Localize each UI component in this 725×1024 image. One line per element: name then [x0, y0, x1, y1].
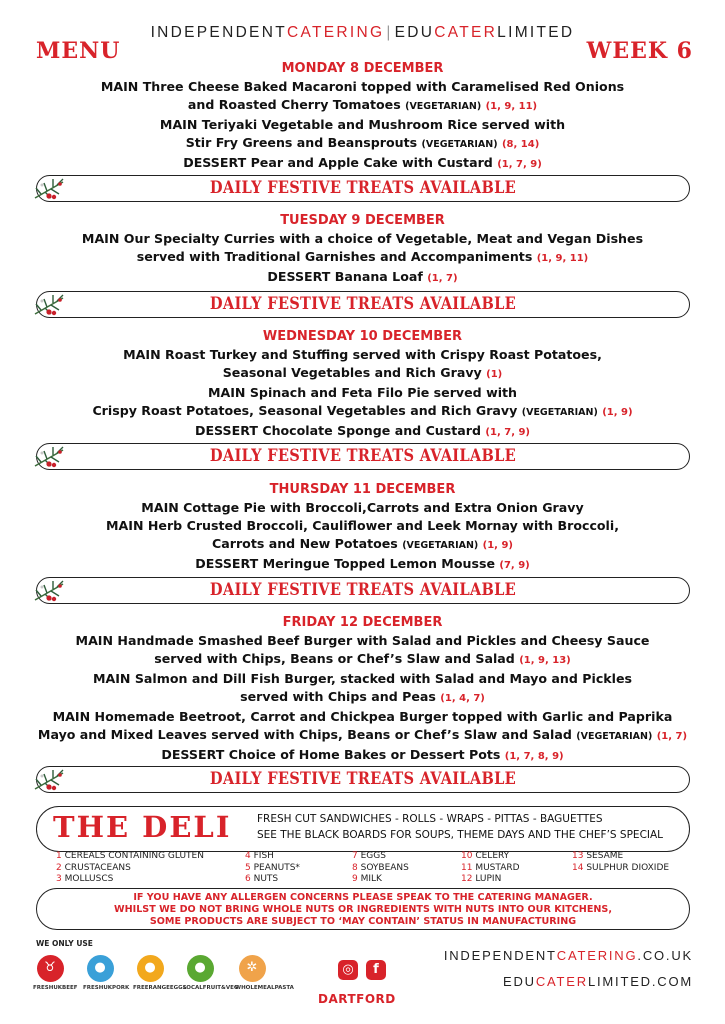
menu-line: MAIN Handmade Smashed Beef Burger with Salad and Pickles and Cheesy Sauce	[75, 633, 650, 648]
menu-line: MAIN Spinach and Feta Filo Pie served with	[207, 385, 518, 400]
allergen-item: 3 MOLLUSCS	[56, 874, 114, 884]
badge-local-fruit-veg: ● LOCALFRUIT&VEG	[183, 955, 217, 991]
allergen-item: 6 NUTS	[245, 874, 279, 884]
notice-line: IF YOU HAVE ANY ALLERGEN CONCERNS PLEASE SPEAK TO THE CATERING MANAGER.	[133, 892, 593, 903]
menu-line: Crispy Roast Potatoes, Seasonal Vegetables and Rich Gravy (VEGETARIAN) (1, 9)	[92, 403, 633, 418]
menu-line: Carrots and New Potatoes (VEGETARIAN) (1, 9)	[212, 536, 513, 551]
festive-treats-banner	[36, 175, 690, 202]
holly-sprig-icon	[33, 440, 73, 474]
instagram-icon[interactable]: ◎	[338, 960, 358, 980]
festive-treats-banner	[36, 577, 690, 604]
allergen-column	[245, 851, 300, 886]
allergen-column	[461, 851, 520, 886]
allergen-column	[572, 851, 669, 874]
badge-fresh-uk-pork: ● FRESHUKPORK	[83, 955, 117, 991]
day-title: THURSDAY 11 DECEMBER	[269, 482, 456, 497]
day-title: TUESDAY 9 DECEMBER	[280, 213, 445, 228]
website-link-educater[interactable]: EDUCATERLIMITED.COM	[503, 974, 693, 989]
week-label: WEEK 6	[586, 38, 693, 64]
hen-icon: ●	[137, 955, 164, 982]
brand-separator: |	[386, 24, 393, 41]
holly-sprig-icon	[33, 288, 73, 322]
allergen-item: 10 CELERY	[461, 851, 510, 861]
allergen-item: 9 MILK	[352, 874, 382, 884]
badge-fresh-uk-beef: ♉ FRESHUKBEEF	[33, 955, 67, 991]
allergen-item: 13 SESAME	[572, 851, 624, 861]
badge-free-range-eggs: ● FREERANGEEGGS	[133, 955, 167, 991]
day-monday	[0, 60, 725, 174]
allergen-column	[56, 851, 204, 886]
menu-line: MAIN Homemade Beetroot, Carrot and Chickpea Burger topped with Garlic and Paprika	[52, 709, 673, 724]
deli-line: FRESH CUT SANDWICHES - ROLLS - WRAPS - PITTAS - BAGUETTES	[257, 813, 603, 825]
allergen-item: 14 SULPHUR DIOXIDE	[572, 862, 670, 873]
festive-treats-text: DAILY FESTIVE TREATS AVAILABLE	[209, 580, 517, 600]
menu-label: MENU	[36, 38, 121, 64]
day-title: WEDNESDAY 10 DECEMBER	[262, 329, 463, 344]
we-only-use-label: WE ONLY USE	[36, 939, 93, 948]
allergen-item: 12 LUPIN	[461, 874, 502, 884]
menu-line: MAIN Salmon and Dill Fish Burger, stacked with Salad and Mayo and Pickles	[92, 671, 633, 686]
allergen-item: 7 EGGS	[352, 851, 386, 861]
notice-line: WHILST WE DO NOT BRING WHOLE NUTS OR INGREDIENTS WITH NUTS INTO OUR KITCHENS,	[114, 904, 612, 915]
allergen-column	[352, 851, 409, 886]
menu-line: and Roasted Cherry Tomatoes (VEGETARIAN) (1, 9, 11)	[187, 97, 538, 112]
menu-line: DESSERT Choice of Home Bakes or Dessert Pots (1, 7, 8, 9)	[161, 747, 564, 762]
deli-panel	[36, 806, 690, 852]
badge-wholemeal-pasta: ✲ WHOLEMEALPASTA	[235, 955, 269, 991]
day-thursday	[0, 481, 725, 575]
day-tuesday	[0, 212, 725, 288]
menu-line: MAIN Our Specialty Curries with a choice of Vegetable, Meat and Vegan Dishes	[81, 231, 644, 246]
holly-sprig-icon	[33, 763, 73, 797]
menu-line: DESSERT Banana Loaf (1, 7)	[267, 269, 458, 284]
allergen-item: 5 PEANUTS*	[245, 862, 300, 873]
menu-line: MAIN Roast Turkey and Stuffing served with Crispy Roast Potatoes,	[123, 347, 602, 362]
menu-line: MAIN Cottage Pie with Broccoli,Carrots and Extra Onion Gravy	[141, 500, 584, 515]
facebook-icon[interactable]: f	[366, 960, 386, 980]
festive-treats-banner	[36, 766, 690, 793]
brand-limited: LIMITED	[497, 24, 575, 41]
allergen-item: 4 FISH	[245, 851, 274, 861]
menu-line: DESSERT Chocolate Sponge and Custard (1, 7, 9)	[194, 423, 530, 438]
allergen-notice	[36, 888, 690, 930]
allergen-item: 2 CRUSTACEANS	[56, 862, 131, 873]
menu-line: Stir Fry Greens and Beansprouts (VEGETARIAN) (8, 14)	[185, 135, 540, 150]
deli-title: THE DELI	[53, 810, 232, 844]
day-title: FRIDAY 12 DECEMBER	[282, 615, 443, 630]
website-link-independent[interactable]: INDEPENDENTCATERING.CO.UK	[443, 948, 693, 963]
notice-line: SOME PRODUCTS ARE SUBJECT TO ‘MAY CONTAIN’ STATUS IN MANUFACTURING	[149, 916, 577, 927]
apple-icon: ●	[187, 955, 214, 982]
festive-treats-text: DAILY FESTIVE TREATS AVAILABLE	[209, 769, 517, 789]
festive-treats-banner	[36, 291, 690, 318]
festive-treats-banner	[36, 443, 690, 470]
festive-treats-text: DAILY FESTIVE TREATS AVAILABLE	[209, 446, 517, 466]
menu-line: served with Chips and Peas (1, 4, 7)	[240, 689, 485, 704]
holly-sprig-icon	[33, 172, 73, 206]
allergen-item: 1 CEREALS CONTAINING GLUTEN	[56, 851, 204, 861]
menu-line: Mayo and Mixed Leaves served with Chips, Beans or Chef’s Slaw and Salad (VEGETARIAN) (1, 7)	[37, 727, 688, 742]
brand-independent: INDEPENDENT	[150, 24, 287, 41]
menu-line: MAIN Three Cheese Baked Macaroni topped with Caramelised Red Onions	[100, 79, 625, 94]
brand-cater: CATER	[434, 24, 498, 41]
menu-line: Seasonal Vegetables and Rich Gravy (1)	[222, 365, 503, 380]
pig-icon: ●	[87, 955, 114, 982]
brand-header	[0, 24, 725, 42]
day-wednesday	[0, 328, 725, 442]
menu-line: DESSERT Meringue Topped Lemon Mousse (7, 9)	[195, 556, 530, 571]
holly-sprig-icon	[33, 574, 73, 608]
location-label: DARTFORD	[318, 992, 396, 1006]
menu-line: MAIN Teriyaki Vegetable and Mushroom Rice served with	[159, 117, 566, 132]
wheat-icon: ✲	[239, 955, 266, 982]
brand-catering: CATERING	[286, 24, 385, 41]
brand-edu: EDU	[394, 24, 435, 41]
allergen-item: 11 MUSTARD	[461, 862, 520, 873]
day-title: MONDAY 8 DECEMBER	[281, 61, 444, 76]
deli-line: SEE THE BLACK BOARDS FOR SOUPS, THEME DAYS AND THE CHEF’S SPECIAL	[257, 829, 664, 841]
menu-line: served with Traditional Garnishes and Accompaniments (1, 9, 11)	[136, 249, 589, 264]
cow-icon: ♉	[37, 955, 64, 982]
menu-line: DESSERT Pear and Apple Cake with Custard (1, 7, 9)	[183, 155, 542, 170]
allergen-item: 8 SOYBEANS	[352, 862, 409, 873]
menu-line: MAIN Herb Crusted Broccoli, Cauliflower and Leek Mornay with Broccoli,	[106, 518, 619, 533]
menu-line: served with Chips, Beans or Chef’s Slaw and Salad (1, 9, 13)	[154, 651, 571, 666]
festive-treats-text: DAILY FESTIVE TREATS AVAILABLE	[209, 178, 517, 198]
day-friday	[0, 614, 725, 766]
festive-treats-text: DAILY FESTIVE TREATS AVAILABLE	[209, 294, 517, 314]
